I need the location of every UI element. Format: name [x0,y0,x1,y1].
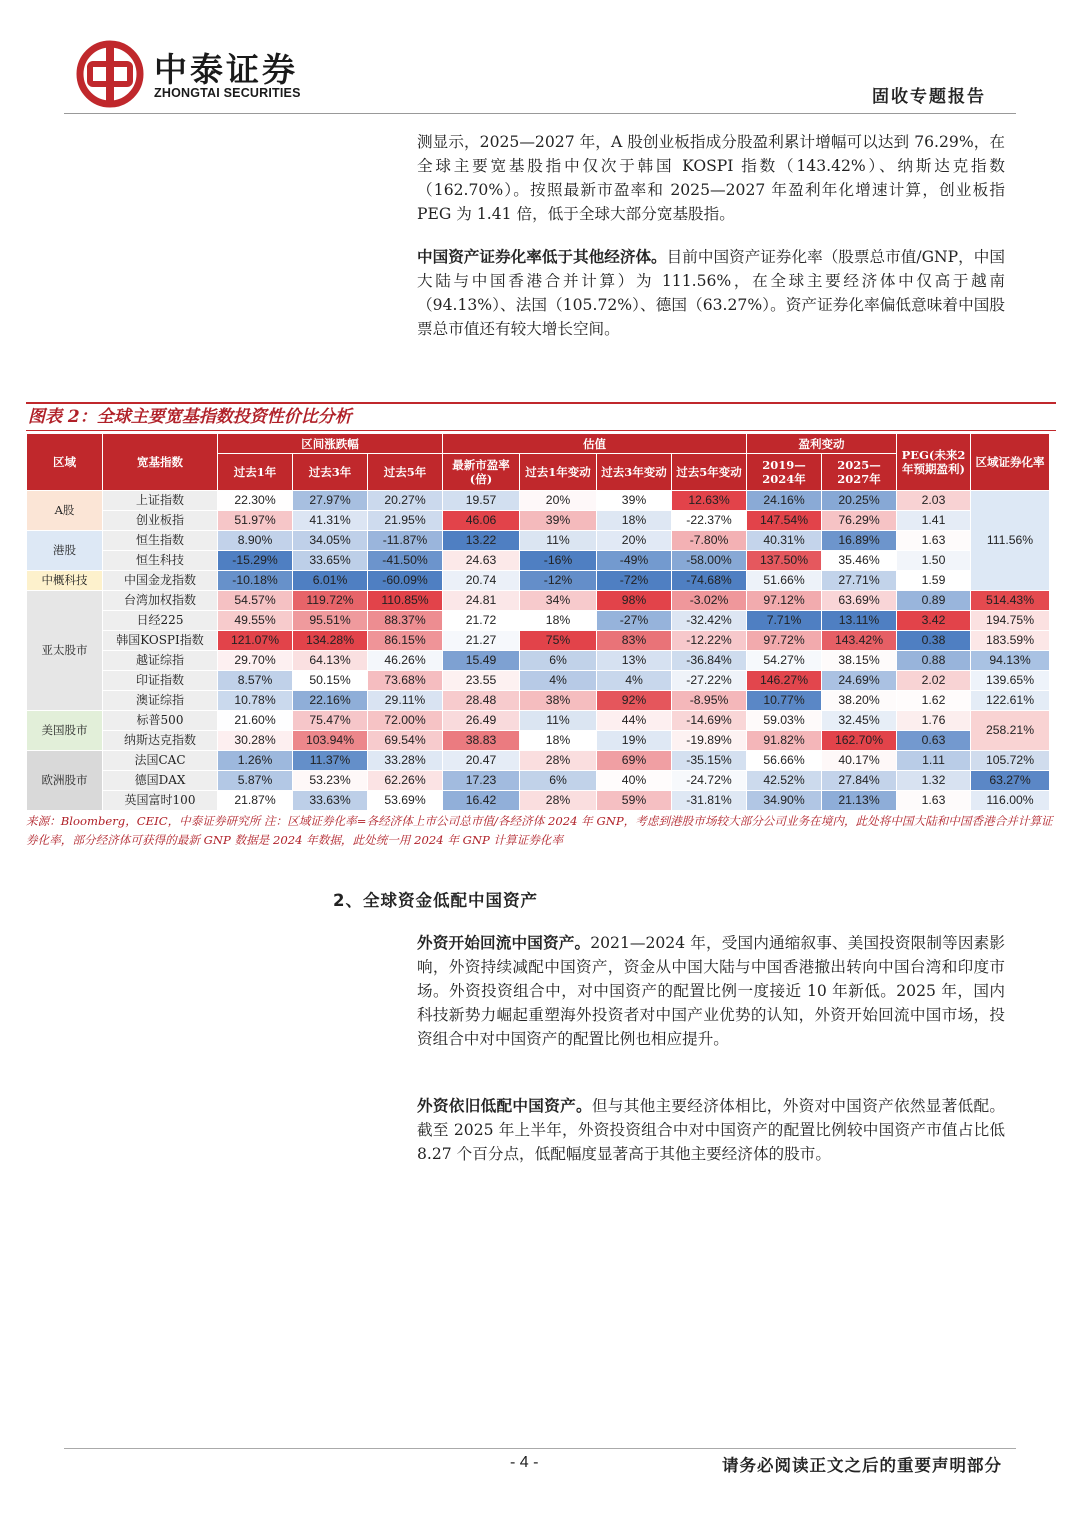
figure-title-bar [26,402,1056,431]
value-cell-pe1: 38% [520,691,597,711]
value-cell-pe1: 11% [520,531,597,551]
value-cell-chg1: 21.87% [218,791,293,811]
value-cell-pe5: -35.15% [672,751,747,771]
value-cell-chg3: 41.31% [293,511,368,531]
value-cell-pe1: 34% [520,591,597,611]
securitization-cell: 183.59% [971,631,1050,651]
region-cell: 亚太股市 [27,591,103,711]
value-cell-chg1: -10.18% [218,571,293,591]
value-cell-chg5: 53.69% [368,791,443,811]
value-cell-chg1: 21.60% [218,711,293,731]
company-logo [76,40,376,110]
index-name-cell: 创业板指 [103,511,218,531]
value-cell-chg3: 33.65% [293,551,368,571]
value-cell-pe1: 39% [520,511,597,531]
value-cell-chg5: 46.26% [368,651,443,671]
value-cell-chg1: 8.57% [218,671,293,691]
paragraph-body: 2021—2024 年，受国内通缩叙事、美国投资限制等因素影响，外资持续减配中国资产，资金从中国大陆与中国香港撤出转向中国台湾和印度市场。外资投资组合中，对中国资产的配置比例一度接近 10 年新低。2025 年，国内科技新势力崛起重塑海外投资者对中国产业优势的认知，外资开始回流中国市场，投资组合中对中国资产的配置比例也相应提升。 [417,934,1005,1048]
value-cell-chg5: 86.15% [368,631,443,651]
value-cell-pe1: 28% [520,751,597,771]
value-cell-pe1: -16% [520,551,597,571]
value-cell-e1924: 34.90% [747,791,822,811]
value-cell-e2527: 20.25% [822,491,897,511]
value-cell-chg1: 54.57% [218,591,293,611]
value-cell-pe5: -22.37% [672,511,747,531]
table-row [27,731,1050,751]
table-header [27,434,1050,491]
value-cell-pe5: -7.80% [672,531,747,551]
value-cell-chg1: 30.28% [218,731,293,751]
value-cell-pe1: 20% [520,491,597,511]
region-cell: 美国股市 [27,711,103,751]
header-divider [64,113,1016,114]
value-cell-peg: 1.41 [897,511,971,531]
subheader-cell: 2025—2027年 [822,454,897,491]
value-cell-e1924: 56.66% [747,751,822,771]
table-row [27,551,1050,571]
value-cell-chg5: 33.28% [368,751,443,771]
value-cell-pe3: -49% [597,551,672,571]
subheader-cell: 2019—2024年 [747,454,822,491]
value-cell-chg5: -60.09% [368,571,443,591]
value-cell-pe: 28.48 [443,691,520,711]
value-cell-pe1: 11% [520,711,597,731]
value-cell-pe5: -3.02% [672,591,747,611]
value-cell-pe: 15.49 [443,651,520,671]
index-name-cell: 恒生指数 [103,531,218,551]
value-cell-pe: 17.23 [443,771,520,791]
value-cell-peg: 2.02 [897,671,971,691]
value-cell-chg5: 21.95% [368,511,443,531]
value-cell-chg3: 11.37% [293,751,368,771]
footer-divider [64,1448,1016,1449]
value-cell-pe1: -12% [520,571,597,591]
disclaimer-note: 请务必阅读正文之后的重要声明部分 [722,1456,1002,1475]
report-type-label: 固收专题报告 [872,87,986,107]
index-name-cell: 澳证综指 [103,691,218,711]
header-change: 区间涨跌幅 [218,434,443,454]
value-cell-pe3: 92% [597,691,672,711]
value-cell-peg: 1.76 [897,711,971,731]
subheader-cell: 过去3年 [293,454,368,491]
subheader-cell: 过去5年 [368,454,443,491]
paragraph-body: 测显示，2025—2027 年，A 股创业板指成分股盈利累计增幅可以达到 76.29%，在全球主要宽基股指中仅次于韩国 KOSPI 指数（143.42%）、纳斯达克指数（162.70%）。按照最新市盈率和 2025—2027 年盈利年化增速计算，创业板指 PEG 为 1.41 倍，低于全球大部分宽基股指。 [417,133,1005,223]
value-cell-chg3: 103.94% [293,731,368,751]
index-name-cell: 上证指数 [103,491,218,511]
region-cell: A股 [27,491,103,531]
table-row [27,691,1050,711]
paragraph-lead: 中国资产证券化率低于其他经济体。 [417,248,667,266]
index-name-cell: 德国DAX [103,771,218,791]
subheader-cell: 最新市盈率(倍) [443,454,520,491]
value-cell-e2527: 13.11% [822,611,897,631]
value-cell-chg3: 119.72% [293,591,368,611]
value-cell-pe: 38.83 [443,731,520,751]
region-cell: 港股 [27,531,103,571]
value-cell-pe: 21.27 [443,631,520,651]
value-cell-e2527: 143.42% [822,631,897,651]
header-earnings: 盈利变动 [747,434,897,454]
value-cell-pe: 20.47 [443,751,520,771]
value-cell-chg5: 110.85% [368,591,443,611]
value-cell-peg: 1.50 [897,551,971,571]
header-peg: PEG(未来2年预期盈利) [897,434,971,491]
value-cell-chg3: 64.13% [293,651,368,671]
table-row [27,591,1050,611]
value-cell-pe5: -8.95% [672,691,747,711]
value-cell-pe: 21.72 [443,611,520,631]
value-cell-pe3: 98% [597,591,672,611]
subheader-cell: 过去1年 [218,454,293,491]
index-name-cell: 纳斯达克指数 [103,731,218,751]
value-cell-chg5: -41.50% [368,551,443,571]
securitization-cell: 111.56% [971,491,1050,591]
securitization-cell: 94.13% [971,651,1050,671]
paragraph-lead: 外资开始回流中国资产。 [417,934,591,952]
value-cell-e1924: 51.66% [747,571,822,591]
value-cell-pe5: -14.69% [672,711,747,731]
value-cell-pe5: -32.42% [672,611,747,631]
paragraph-body: 目前中国资产证券化率（股票总市值/GNP，中国大陆与中国香港合并计算）为 111.56%，在全球主要经济体中仅高于越南（94.13%）、法国（105.72%）、德国（63.27%）。资产证券化率偏低意味着中国股票总市值还有较大增长空间。 [417,248,1005,338]
value-cell-chg5: 88.37% [368,611,443,631]
value-cell-peg: 2.03 [897,491,971,511]
header-region: 区域 [27,434,103,491]
table-row [27,651,1050,671]
value-cell-peg: 3.42 [897,611,971,631]
securitization-cell: 514.43% [971,591,1050,611]
value-cell-pe5: -36.84% [672,651,747,671]
table-row [27,671,1050,691]
value-cell-chg5: 69.54% [368,731,443,751]
value-cell-pe5: -12.22% [672,631,747,651]
header-index: 宽基指数 [103,434,218,491]
value-cell-chg1: 10.78% [218,691,293,711]
value-cell-chg3: 50.15% [293,671,368,691]
value-cell-e2527: 27.71% [822,571,897,591]
value-cell-e1924: 146.27% [747,671,822,691]
value-cell-e1924: 54.27% [747,651,822,671]
securitization-cell: 194.75% [971,611,1050,631]
header-valuation: 估值 [443,434,747,454]
value-cell-chg1: 8.90% [218,531,293,551]
value-cell-pe3: 44% [597,711,672,731]
value-cell-pe5: 12.63% [672,491,747,511]
index-name-cell: 印证指数 [103,671,218,691]
zhongtai-logo-icon [76,40,144,108]
value-cell-pe: 24.63 [443,551,520,571]
value-cell-peg: 0.38 [897,631,971,651]
value-cell-e1924: 40.31% [747,531,822,551]
table-row [27,511,1050,531]
value-cell-chg3: 6.01% [293,571,368,591]
value-cell-chg5: -11.87% [368,531,443,551]
value-cell-chg1: 22.30% [218,491,293,511]
value-cell-peg: 1.63 [897,791,971,811]
value-cell-peg: 0.63 [897,731,971,751]
value-cell-peg: 1.63 [897,531,971,551]
value-cell-pe5: -74.68% [672,571,747,591]
value-cell-pe3: 40% [597,771,672,791]
paragraph-lead: 外资依旧低配中国资产。 [417,1097,592,1115]
value-cell-pe1: 28% [520,791,597,811]
page-number: - 4 - [510,1454,539,1471]
value-cell-pe3: 18% [597,511,672,531]
index-name-cell: 英国富时100 [103,791,218,811]
value-cell-pe3: 13% [597,651,672,671]
table-row [27,711,1050,731]
subheader-cell: 过去1年变动 [520,454,597,491]
value-cell-e1924: 24.16% [747,491,822,511]
value-cell-chg1: 121.07% [218,631,293,651]
value-cell-e2527: 38.20% [822,691,897,711]
paragraph-underweight [417,1094,1005,1166]
value-cell-pe: 23.55 [443,671,520,691]
value-cell-pe: 46.06 [443,511,520,531]
index-name-cell: 越证综指 [103,651,218,671]
value-cell-e1924: 59.03% [747,711,822,731]
value-cell-e1924: 97.12% [747,591,822,611]
value-cell-e1924: 10.77% [747,691,822,711]
value-cell-pe: 26.49 [443,711,520,731]
value-cell-pe5: -27.22% [672,671,747,691]
index-name-cell: 韩国KOSPI指数 [103,631,218,651]
paragraph-securitization [417,245,1005,341]
value-cell-pe1: 6% [520,771,597,791]
value-cell-chg1: 49.55% [218,611,293,631]
value-cell-pe: 16.42 [443,791,520,811]
value-cell-peg: 1.32 [897,771,971,791]
value-cell-e1924: 97.72% [747,631,822,651]
securitization-cell: 139.65% [971,671,1050,691]
value-cell-pe: 20.74 [443,571,520,591]
value-cell-e2527: 35.46% [822,551,897,571]
value-cell-chg1: -15.29% [218,551,293,571]
paragraph-body: 但与其他主要经济体相比，外资对中国资产依然显著低配。截至 2025 年上半年，外资投资组合中对中国资产的配置比例较中国资产市值占比低 8.27 个百分点，低配幅度显著高于其他主要经济体的股市。 [417,1097,1005,1163]
value-cell-chg3: 27.97% [293,491,368,511]
paragraph-inflow [417,931,1005,1051]
value-cell-pe1: 18% [520,611,597,631]
value-cell-pe3: 59% [597,791,672,811]
value-cell-pe3: 19% [597,731,672,751]
value-cell-pe5: -19.89% [672,731,747,751]
value-cell-chg3: 53.23% [293,771,368,791]
value-cell-chg1: 51.97% [218,511,293,531]
index-name-cell: 中国金龙指数 [103,571,218,591]
value-cell-chg5: 20.27% [368,491,443,511]
table-row [27,791,1050,811]
subheader-cell: 过去3年变动 [597,454,672,491]
value-cell-e1924: 7.71% [747,611,822,631]
value-cell-pe: 13.22 [443,531,520,551]
securitization-cell: 116.00% [971,791,1050,811]
value-cell-e2527: 38.15% [822,651,897,671]
table-row [27,611,1050,631]
value-cell-e1924: 42.52% [747,771,822,791]
table-row [27,491,1050,511]
table-row [27,531,1050,551]
value-cell-pe3: 20% [597,531,672,551]
table-row [27,631,1050,651]
value-cell-chg3: 95.51% [293,611,368,631]
value-cell-pe: 19.57 [443,491,520,511]
value-cell-chg1: 5.87% [218,771,293,791]
value-cell-peg: 1.59 [897,571,971,591]
value-cell-e2527: 40.17% [822,751,897,771]
value-cell-chg3: 34.05% [293,531,368,551]
section-heading: 2、全球资金低配中国资产 [333,891,538,910]
value-cell-pe1: 4% [520,671,597,691]
valuation-table [26,433,1050,811]
value-cell-peg: 1.62 [897,691,971,711]
region-cell: 中概科技 [27,571,103,591]
securitization-cell: 63.27% [971,771,1050,791]
value-cell-e1924: 137.50% [747,551,822,571]
value-cell-chg3: 22.16% [293,691,368,711]
region-cell: 欧洲股市 [27,751,103,811]
value-cell-chg3: 33.63% [293,791,368,811]
value-cell-e2527: 27.84% [822,771,897,791]
securitization-cell: 105.72% [971,751,1050,771]
value-cell-chg1: 1.26% [218,751,293,771]
value-cell-chg5: 73.68% [368,671,443,691]
figure-source-note: 来源：Bloomberg，CEIC，中泰证券研究所 注：区域证券化率=各经济体上市公司总市值/各经济体 2024 年 GNP，考虑到港股市场较大部分公司业务在境内，此处将中国大陆和中国香港合并计算证券化率，部分经济体可获得的最新 GNP 数据是 2024 年数据，此处统一用 2024 年 GNP 计算证券化率 [26,814,1053,847]
value-cell-chg1: 29.70% [218,651,293,671]
paragraph-peg [417,130,1005,226]
value-cell-e2527: 162.70% [822,731,897,751]
table-row [27,571,1050,591]
value-cell-pe5: -24.72% [672,771,747,791]
figure-title: 图表 2：全球主要宽基指数投资性价比分析 [28,407,352,427]
brand-name-en: ZHONGTAI SECURITIES [154,86,301,100]
index-name-cell: 台湾加权指数 [103,591,218,611]
value-cell-pe3: 4% [597,671,672,691]
value-cell-pe1: 18% [520,731,597,751]
value-cell-e1924: 147.54% [747,511,822,531]
value-cell-pe3: -27% [597,611,672,631]
securitization-cell: 122.61% [971,691,1050,711]
header-securitization: 区域证券化率 [971,434,1050,491]
value-cell-pe5: -58.00% [672,551,747,571]
index-name-cell: 日经225 [103,611,218,631]
securitization-cell: 258.21% [971,711,1050,751]
value-cell-chg3: 75.47% [293,711,368,731]
value-cell-e2527: 24.69% [822,671,897,691]
table-row [27,771,1050,791]
value-cell-chg5: 72.00% [368,711,443,731]
value-cell-pe5: -31.81% [672,791,747,811]
value-cell-e2527: 76.29% [822,511,897,531]
value-cell-peg: 1.11 [897,751,971,771]
value-cell-pe1: 75% [520,631,597,651]
value-cell-e1924: 91.82% [747,731,822,751]
subheader-cell: 过去5年变动 [672,454,747,491]
brand-name-cn: 中泰证券 [154,50,298,89]
value-cell-e2527: 16.89% [822,531,897,551]
table-body [27,491,1050,811]
value-cell-e2527: 32.45% [822,711,897,731]
value-cell-chg5: 62.26% [368,771,443,791]
value-cell-peg: 0.89 [897,591,971,611]
value-cell-peg: 0.88 [897,651,971,671]
value-cell-e2527: 63.69% [822,591,897,611]
value-cell-chg3: 134.28% [293,631,368,651]
value-cell-chg5: 29.11% [368,691,443,711]
value-cell-pe3: 69% [597,751,672,771]
table-row [27,751,1050,771]
value-cell-pe3: 83% [597,631,672,651]
value-cell-e2527: 21.13% [822,791,897,811]
index-name-cell: 标普500 [103,711,218,731]
index-name-cell: 法国CAC [103,751,218,771]
value-cell-pe: 24.81 [443,591,520,611]
value-cell-pe1: 6% [520,651,597,671]
value-cell-pe3: 39% [597,491,672,511]
index-name-cell: 恒生科技 [103,551,218,571]
value-cell-pe3: -72% [597,571,672,591]
